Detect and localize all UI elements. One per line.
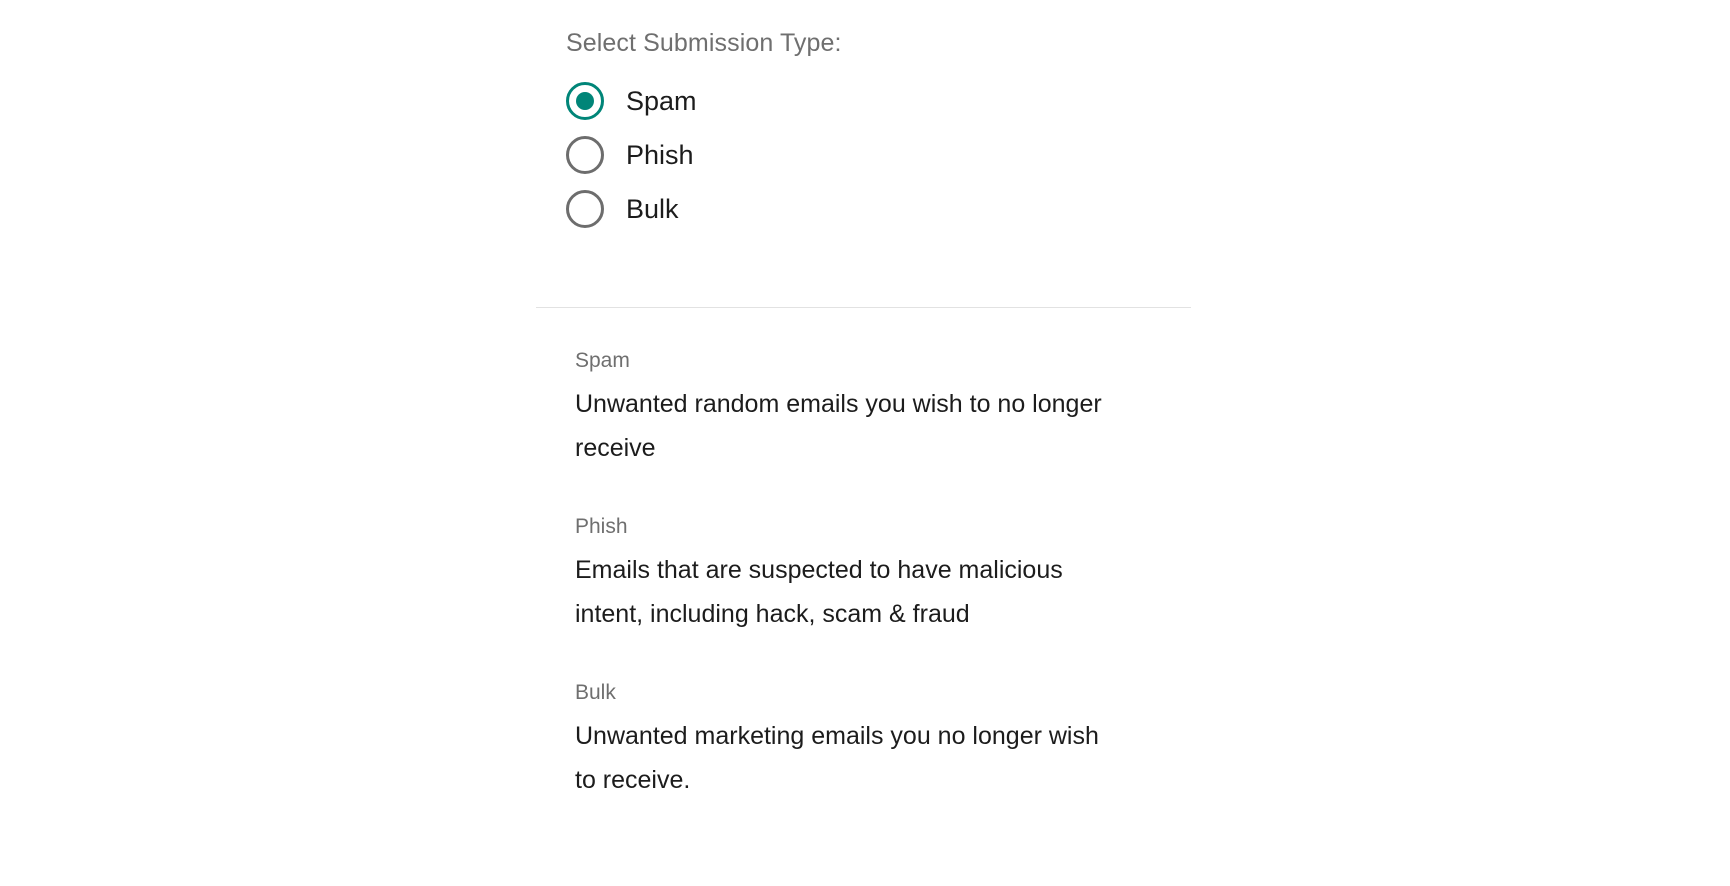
definition-description: Emails that are suspected to have malicious intent, including hack, scam & fraud xyxy=(575,556,1063,628)
definition-term: Bulk xyxy=(575,681,616,704)
radio-option-label: Phish xyxy=(626,140,694,170)
definitions-list xyxy=(575,348,1195,846)
definition-description: Unwanted marketing emails you no longer wish to receive. xyxy=(575,722,1099,794)
section-divider xyxy=(536,307,1191,308)
submission-type-form xyxy=(566,0,1266,236)
radio-option-spam[interactable] xyxy=(566,74,1266,128)
radio-button-icon[interactable] xyxy=(566,82,604,120)
definition-item-spam xyxy=(575,348,1195,470)
radio-dot-icon xyxy=(576,92,594,110)
definition-description: Unwanted random emails you wish to no longer receive xyxy=(575,390,1102,462)
definition-item-bulk xyxy=(575,680,1195,802)
radio-option-bulk[interactable] xyxy=(566,182,1266,236)
radio-option-phish[interactable] xyxy=(566,128,1266,182)
definition-item-phish xyxy=(575,514,1195,636)
radio-dot-icon xyxy=(576,200,594,218)
radio-dot-icon xyxy=(576,146,594,164)
radio-button-icon[interactable] xyxy=(566,190,604,228)
radio-option-label: Bulk xyxy=(626,194,679,224)
submission-type-radio-group[interactable] xyxy=(566,74,1266,236)
radio-button-icon[interactable] xyxy=(566,136,604,174)
radio-option-label: Spam xyxy=(626,86,697,116)
definition-term: Phish xyxy=(575,515,628,538)
form-legend: Select Submission Type: xyxy=(566,29,842,57)
definition-term: Spam xyxy=(575,349,630,372)
